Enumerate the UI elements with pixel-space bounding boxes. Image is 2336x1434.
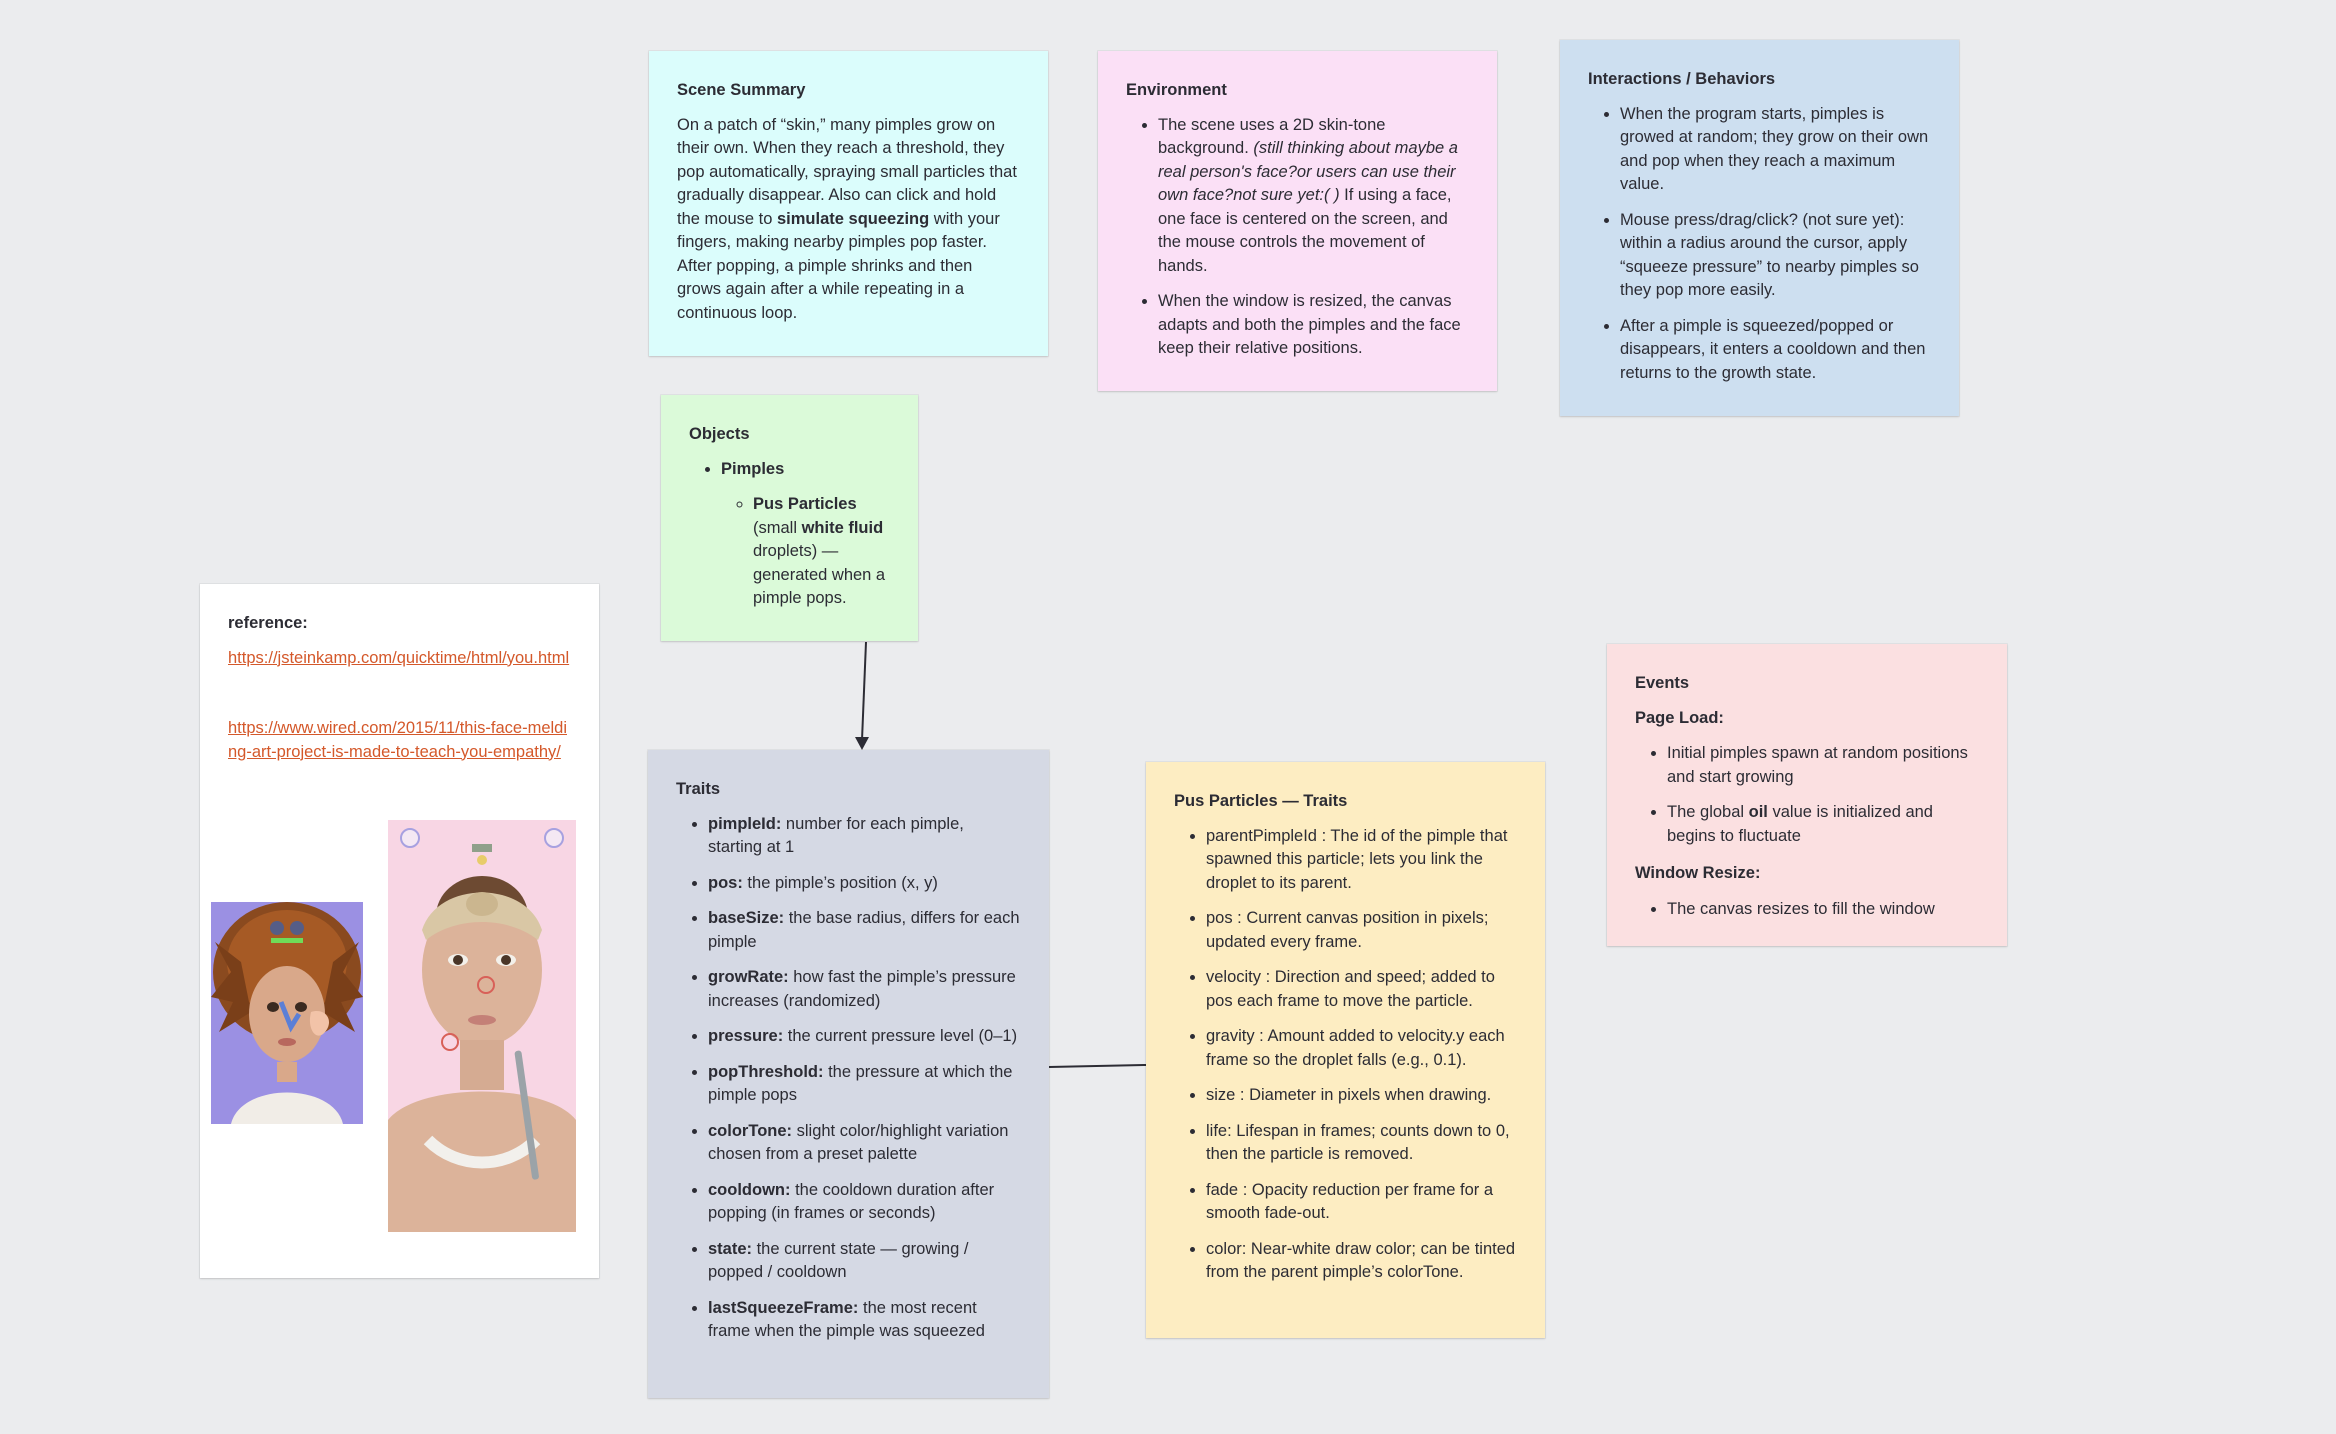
pus-traits-list <box>1174 825 1517 1285</box>
objects-title: Objects <box>689 425 750 443</box>
objects-sublist <box>721 493 890 611</box>
events-title: Events <box>1635 674 1690 692</box>
reference-title: reference: <box>228 614 308 632</box>
reference-link-1[interactable]: https://jsteinkamp.com/quicktime/html/you.html <box>228 648 570 667</box>
list-item: • size : Diameter in pixels when drawing. <box>1206 1084 1517 1108</box>
page-load-list <box>1635 742 1979 848</box>
list-item: • color: Near-white draw color; can be tinted from the parent pimple’s colorTone. <box>1206 1238 1517 1285</box>
list-item: • The scene uses a 2D skin-tone background. (still thinking about maybe a real person's face?or users can use their own face?not sure yet:( ) If using a face, one face is centered on the screen, and the mouse controls the movement of hands. <box>1158 114 1469 279</box>
list-item: • When the window is resized, the canvas adapts and both the pimples and the face keep their relative positions. <box>1158 290 1469 361</box>
objects-to-traits-arrow <box>862 642 866 740</box>
reference-image-hair-face <box>211 902 363 1124</box>
list-item: • pos : Current canvas position in pixels; updated every frame. <box>1206 907 1517 954</box>
face-illustration-icon <box>388 820 576 1232</box>
list-item: • Pimples ◦ Pus Particles (small white fluid droplets) — generated when a pimple pops. <box>721 458 890 611</box>
list-item: • Mouse press/drag/click? (not sure yet): within a radius around the cursor, apply “squeeze pressure” to nearby pimples so they pop more easily. <box>1620 209 1931 303</box>
pus-traits-title: Pus Particles — Traits <box>1174 792 1348 810</box>
list-item: • After a pimple is squeezed/popped or disappears, it enters a cooldown and then returns to the growth state. <box>1620 315 1931 386</box>
list-item: • pimpleId: number for each pimple, starting at 1 <box>708 813 1021 860</box>
scene-summary-title: Scene Summary <box>677 81 806 99</box>
list-item: • growRate: how fast the pimple’s pressure increases (randomized) <box>708 966 1021 1013</box>
list-item: • pos: the pimple’s position (x, y) <box>708 872 1021 896</box>
traits-list <box>676 813 1021 1344</box>
list-item: • gravity : Amount added to velocity.y each frame so the droplet falls (e.g., 0.1). <box>1206 1025 1517 1072</box>
objects-list <box>689 458 890 611</box>
page-load-heading: Page Load: <box>1635 708 1724 727</box>
events-note[interactable] <box>1607 644 2007 946</box>
list-item: • colorTone: slight color/highlight variation chosen from a preset palette <box>708 1120 1021 1167</box>
traits-to-pus-traits-connector <box>1049 1065 1146 1067</box>
list-item: • baseSize: the base radius, differs for each pimple <box>708 907 1021 954</box>
list-item: • Initial pimples spawn at random positions and start growing <box>1667 742 1979 789</box>
window-resize-heading: Window Resize: <box>1635 864 1761 882</box>
window-resize-list <box>1635 898 1979 922</box>
traits-title: Traits <box>676 780 721 798</box>
traits-note[interactable] <box>648 750 1049 1398</box>
list-item: • parentPimpleId : The id of the pimple that spawned this particle; lets you link the droplet to its parent. <box>1206 825 1517 896</box>
list-item: • life: Lifespan in frames; counts down to 0, then the particle is removed. <box>1206 1120 1517 1167</box>
scene-summary-note[interactable] <box>649 51 1048 356</box>
arrow-head-icon <box>855 737 869 750</box>
list-item: • fade : Opacity reduction per frame for a smooth fade-out. <box>1206 1179 1517 1226</box>
interactions-note[interactable] <box>1560 40 1959 416</box>
environment-note[interactable] <box>1098 51 1497 391</box>
reference-image-pink-face <box>388 820 576 1232</box>
list-item: • lastSqueezeFrame: the most recent frame when the pimple was squeezed <box>708 1297 1021 1344</box>
face-illustration-icon <box>211 902 363 1124</box>
list-item: • When the program starts, pimples is growed at random; they grow on their own and pop when they reach a maximum value. <box>1620 103 1931 197</box>
reference-link-2[interactable]: https://www.wired.com/2015/11/this-face-melding-art-project-is-made-to-teach-you-empathy/ <box>228 719 567 761</box>
interactions-list <box>1588 103 1931 386</box>
list-item: ◦ Pus Particles (small white fluid droplets) — generated when a pimple pops. <box>753 493 890 611</box>
environment-list <box>1126 114 1469 361</box>
list-item: • popThreshold: the pressure at which the pimple pops <box>708 1061 1021 1108</box>
scene-summary-body: On a patch of “skin,” many pimples grow on their own. When they reach a threshold, they pop automatically, spraying small particles that gradually disappear. Also can click and hold the mouse to simulate squeezing with your fingers, making nearby pimples pop faster. After popping, a pimple shrinks and then grows again after a while repeating in a continuous loop. <box>677 115 1017 322</box>
objects-note[interactable] <box>661 395 918 641</box>
list-item: • velocity : Direction and speed; added to pos each frame to move the particle. <box>1206 966 1517 1013</box>
list-item: • cooldown: the cooldown duration after popping (in frames or seconds) <box>708 1179 1021 1226</box>
list-item: • pressure: the current pressure level (0–1) <box>708 1025 1021 1049</box>
list-item: • The global oil value is initialized and begins to fluctuate <box>1667 801 1979 848</box>
pus-traits-note[interactable] <box>1146 762 1545 1338</box>
reference-note[interactable] <box>200 584 599 1278</box>
interactions-title: Interactions / Behaviors <box>1588 70 1776 88</box>
environment-title: Environment <box>1126 81 1227 99</box>
list-item: • The canvas resizes to fill the window <box>1667 898 1979 922</box>
list-item: • state: the current state — growing / popped / cooldown <box>708 1238 1021 1285</box>
